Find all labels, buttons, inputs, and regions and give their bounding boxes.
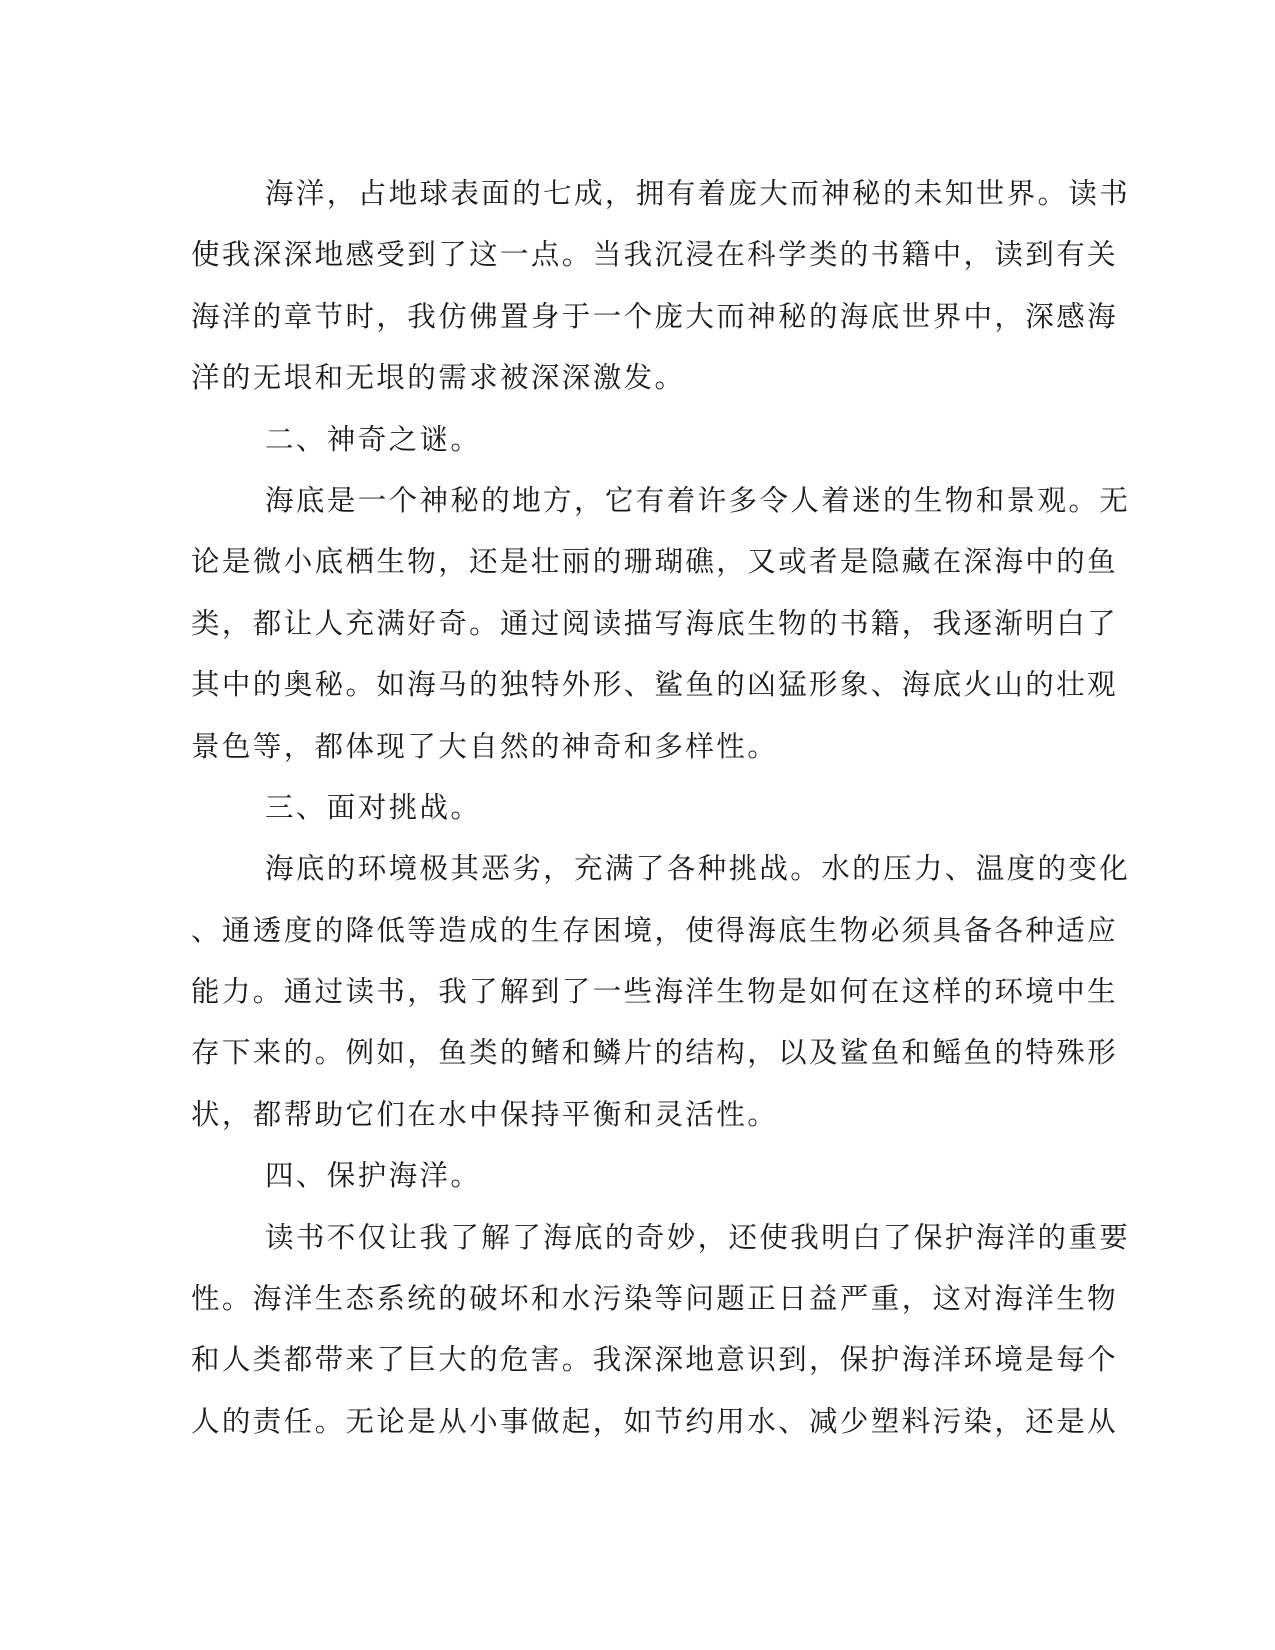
paragraph-line: 海洋，占地球表面的七成，拥有着庞大而神秘的未知世界。读书 <box>265 177 1131 210</box>
paragraph-line: 状，都帮助它们在水中保持平衡和灵活性。 <box>191 1097 779 1131</box>
paragraph-line: 存下来的。例如，鱼类的鳍和鳞片的结构，以及鲨鱼和鳐鱼的特殊形 <box>191 1036 1119 1070</box>
section-heading: 四、保护海洋。 <box>265 1159 482 1193</box>
paragraph-line: 性。海洋生态系统的破坏和水污染等问题正日益严重，这对海洋生物 <box>191 1282 1119 1316</box>
paragraph-line: 洋的无垠和无垠的需求被深深激发。 <box>191 361 686 395</box>
paragraph-line: 和人类都带来了巨大的危害。我深深地意识到，保护海洋环境是每个 <box>191 1343 1119 1377</box>
body-text <box>191 163 1131 1452</box>
paragraph-line: 人的责任。无论是从小事做起，如节约用水、减少塑料污染，还是从 <box>191 1404 1119 1438</box>
section-heading: 二、神奇之谜。 <box>265 422 482 456</box>
paragraph-line: 海底的环境极其恶劣，充满了各种挑战。水的压力、温度的变化 <box>265 852 1131 886</box>
paragraph-line: 海底是一个神秘的地方，它有着许多令人着迷的生物和景观。无 <box>265 483 1131 517</box>
paragraph-line: 其中的奥秘。如海马的独特外形、鲨鱼的凶猛形象、海底火山的壮观 <box>191 668 1119 702</box>
paragraph-line: 论是微小底栖生物，还是壮丽的珊瑚礁，又或者是隐藏在深海中的鱼 <box>191 545 1119 579</box>
section-heading: 三、面对挑战。 <box>265 790 482 824</box>
paragraph-line: 能力。通过读书，我了解到了一些海洋生物是如何在这样的环境中生 <box>191 975 1119 1009</box>
paragraph-line: 读书不仅让我了解了海底的奇妙，还使我明白了保护海洋的重要 <box>265 1220 1131 1254</box>
paragraph-line: 类，都让人充满好奇。通过阅读描写海底生物的书籍，我逐渐明白了 <box>191 606 1119 640</box>
paragraph-line: 、通透度的降低等造成的生存困境，使得海底生物必须具备各种适应 <box>191 913 1119 947</box>
paragraph-line: 使我深深地感受到了这一点。当我沉浸在科学类的书籍中，读到有关 <box>191 238 1119 272</box>
paragraph-line: 海洋的章节时，我仿佛置身于一个庞大而神秘的海底世界中，深感海 <box>191 299 1119 333</box>
paragraph-line: 景色等，都体现了大自然的神奇和多样性。 <box>191 729 779 763</box>
